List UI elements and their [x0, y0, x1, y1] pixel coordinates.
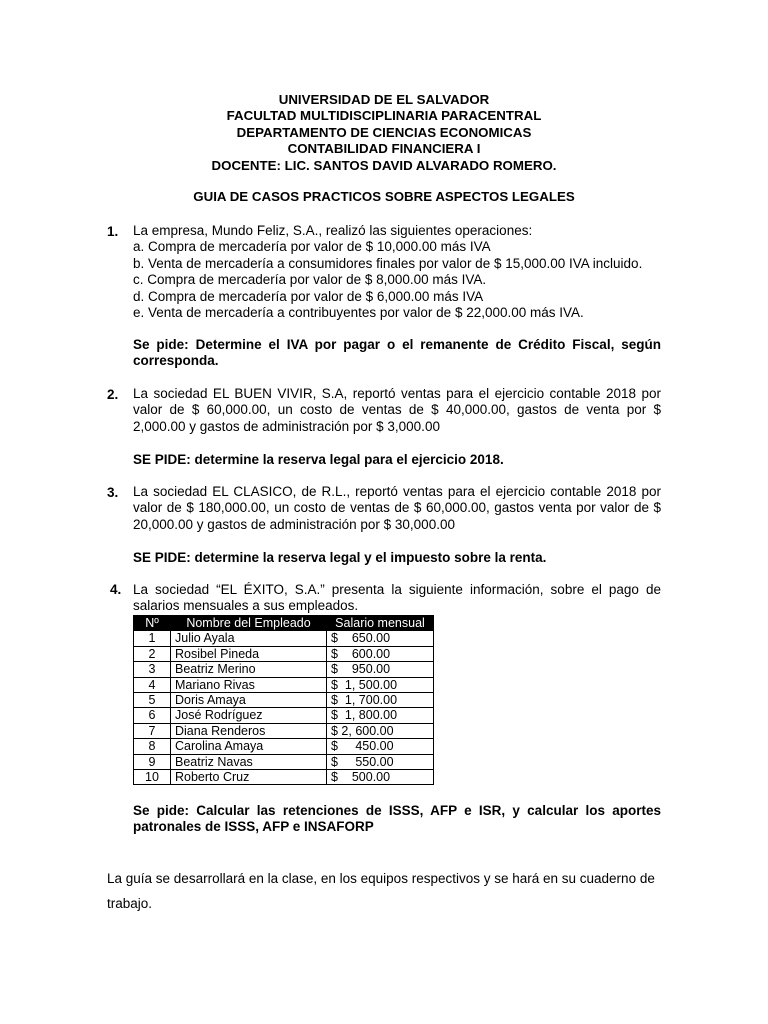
guide-title: GUIA DE CASOS PRACTICOS SOBRE ASPECTOS LEGALES: [193, 189, 575, 204]
table-row: [134, 770, 434, 785]
exercise-2-question: SE PIDE: determine la reserva legal para el ejercicio 2018.: [133, 452, 504, 467]
exercise-2-text: La sociedad EL BUEN VIVIR, S.A, reportó ventas para el ejercicio contable 2018 por valor de $ 60,000.00, un costo de ventas de $ 40,000.00, gastos de venta por $ 2,000.00 y gastos de administración por $ 3,000.00: [133, 386, 661, 434]
row-number: 6: [134, 708, 171, 723]
employee-name: Diana Renderos: [171, 723, 327, 738]
monthly-salary: $ 950.00: [327, 662, 434, 677]
table-row: [134, 723, 434, 738]
row-number: 10: [134, 770, 171, 785]
exercise-1-item-e: e. Venta de mercadería a contribuyentes por valor de $ 22,000.00 más IVA.: [133, 305, 584, 321]
header-teacher: DOCENTE: LIC. SANTOS DAVID ALVARADO ROMERO.: [211, 157, 557, 173]
employee-name: Julio Ayala: [171, 631, 327, 646]
salary-table: [133, 615, 434, 785]
exercise-2-number: 2.: [107, 387, 119, 402]
header-faculty: FACULTAD MULTIDISCIPLINARIA PARACENTRAL: [226, 108, 542, 124]
salary-table-header-row: [134, 616, 434, 631]
row-number: 4: [134, 677, 171, 692]
table-row: [134, 739, 434, 754]
column-header-number: Nº: [134, 616, 171, 631]
exercise-1-item-d: d. Compra de mercadería por valor de $ 6,000.00 más IVA: [133, 288, 484, 304]
monthly-salary: $ 500.00: [327, 770, 434, 785]
header-department: DEPARTAMENTO DE CIENCIAS ECONOMICAS: [236, 124, 532, 140]
monthly-salary: $ 1, 700.00: [327, 693, 434, 708]
employee-name: Doris Amaya: [171, 693, 327, 708]
monthly-salary: $ 1, 500.00: [327, 677, 434, 692]
exercise-4-question: Se pide: Calcular las retenciones de ISSS, AFP e ISR, y calcular los aportes patronales de ISSS, AFP e INSAFORP: [133, 803, 661, 835]
monthly-salary: $ 650.00: [327, 631, 434, 646]
monthly-salary: $ 550.00: [327, 754, 434, 769]
monthly-salary: $ 1, 800.00: [327, 708, 434, 723]
exercise-1-item-a: a. Compra de mercadería por valor de $ 10,000.00 más IVA: [133, 239, 491, 255]
column-header-employee: Nombre del Empleado: [171, 616, 327, 631]
header-university: UNIVERSIDAD DE EL SALVADOR: [278, 92, 490, 107]
employee-name: José Rodríguez: [171, 708, 327, 723]
row-number: 1: [134, 631, 171, 646]
footer-note: La guía se desarrollará en la clase, en los equipos respectivos y se hará en su cuaderno de trabajo.: [107, 871, 655, 911]
employee-name: Beatriz Merino: [171, 662, 327, 677]
exercise-4-text: La sociedad “EL ÉXITO, S.A.” presenta la siguiente información, sobre el pago de salarios mensuales a sus empleados.: [133, 582, 661, 614]
row-number: 3: [134, 662, 171, 677]
column-header-salary: Salario mensual: [327, 616, 434, 631]
employee-name: Roberto Cruz: [171, 770, 327, 785]
exercise-1: [133, 223, 661, 321]
row-number: 9: [134, 754, 171, 769]
employee-name: Mariano Rivas: [171, 677, 327, 692]
row-number: 7: [134, 723, 171, 738]
table-row: [134, 708, 434, 723]
exercise-1-number: 1.: [107, 224, 119, 239]
exercise-3-number: 3.: [107, 485, 119, 500]
exercise-3-text: La sociedad EL CLASICO, de R.L., reportó ventas para el ejercicio contable 2018 por valor de $ 180,000.00, un costo de ventas de $ 60,000.00, gastos venta por valor de $ 20,000.00 y gastos de administración por $ 30,000.00: [133, 484, 661, 532]
document-header: [0, 92, 768, 174]
exercise-1-intro: La empresa, Mundo Feliz, S.A., realizó las siguientes operaciones:: [133, 223, 533, 238]
table-row: [134, 754, 434, 769]
table-row: [134, 646, 434, 661]
exercise-1-question: Se pide: Determine el IVA por pagar o el remanente de Crédito Fiscal, según corresponda.: [133, 337, 661, 369]
monthly-salary: $ 600.00: [327, 646, 434, 661]
exercise-1-item-b: b. Venta de mercadería a consumidores finales por valor de $ 15,000.00 IVA incluido.: [133, 255, 643, 271]
table-row: [134, 693, 434, 708]
employee-name: Rosibel Pineda: [171, 646, 327, 661]
exercise-3-question: SE PIDE: determine la reserva legal y el impuesto sobre la renta.: [133, 550, 547, 565]
table-row: [134, 677, 434, 692]
table-row: [134, 662, 434, 677]
row-number: 8: [134, 739, 171, 754]
row-number: 5: [134, 693, 171, 708]
exercise-4-number: 4.: [110, 582, 122, 597]
monthly-salary: $ 450.00: [327, 739, 434, 754]
table-row: [134, 631, 434, 646]
monthly-salary: $ 2, 600.00: [327, 723, 434, 738]
header-course: CONTABILIDAD FINANCIERA I: [287, 141, 481, 157]
employee-name: Carolina Amaya: [171, 739, 327, 754]
exercise-1-item-c: c. Compra de mercadería por valor de $ 8,000.00 más IVA.: [133, 272, 487, 288]
row-number: 2: [134, 646, 171, 661]
employee-name: Beatriz Navas: [171, 754, 327, 769]
